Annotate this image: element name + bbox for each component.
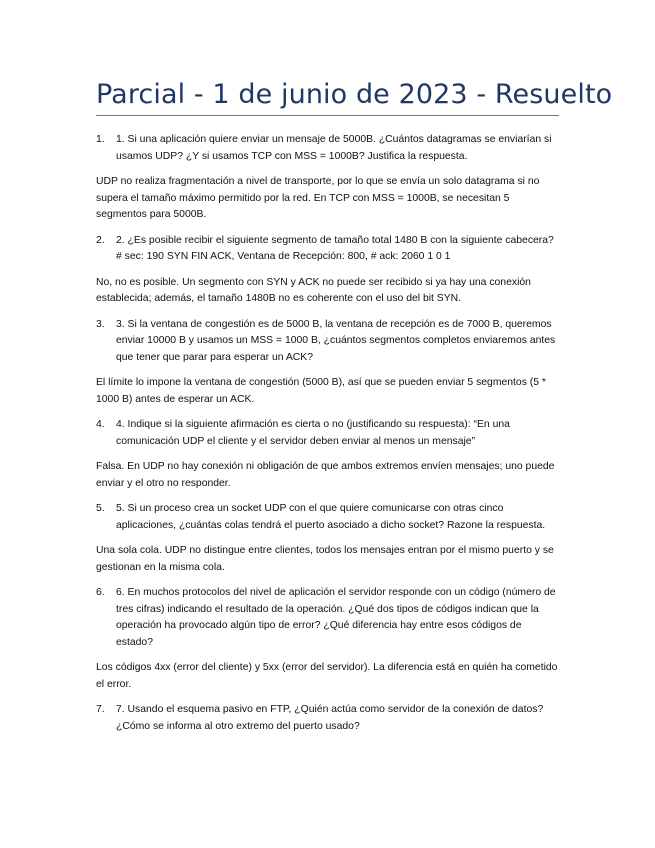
answer-3 <box>96 375 561 408</box>
question-text: 1. Si una aplicación quiere enviar un mensaje de 5000B. ¿Cuántos datagramas se enviarían si usamos UDP? ¿Y si usamos TCP con MSS = 1000B? Justifica la respuesta. <box>116 134 552 162</box>
list-number: 5. <box>96 503 105 514</box>
question-1 <box>96 132 561 165</box>
title-underline <box>96 115 559 116</box>
question-text: 6. En muchos protocolos del nivel de aplicación el servidor responde con un código (número de tres cifras) indicando el resultado de la operación. ¿Qué dos tipos de códigos indican que la operación ha provocado algún tipo de error? ¿Qué diferencia hay entre esos códigos de estado? <box>116 587 556 648</box>
list-number: 4. <box>96 419 105 430</box>
exam-content <box>96 132 561 744</box>
question-text: 2. ¿Es posible recibir el siguiente segmento de tamaño total 1480 B con la siguiente cabecera? # sec: 190 SYN FIN ACK, Ventana de Recepción: 800, # ack: 2060 1 0 1 <box>116 234 554 262</box>
answer-4 <box>96 459 561 492</box>
answer-1 <box>96 174 561 224</box>
document-title: Parcial - 1 de junio de 2023 - Resuelto <box>96 79 613 110</box>
answer-text: El límite lo impone la ventana de congestión (5000 B), así que se pueden enviar 5 segmentos (5 * 1000 B) antes de esperar un ACK. <box>96 377 546 405</box>
question-text: 3. Si la ventana de congestión es de 5000 B, la ventana de recepción es de 7000 B, queremos enviar 10000 B y usamos un MSS = 1000 B, ¿cuántos segmentos completos enviaremos antes que tener que parar para esperar un ACK? <box>116 318 556 363</box>
question-6 <box>96 585 561 651</box>
question-text: 5. Si un proceso crea un socket UDP con el que quiere comunicarse con otras cinco aplicaciones, ¿cuántas colas tendrá el puerto asociado a dicho socket? Razone la respuesta. <box>116 503 546 531</box>
answer-5 <box>96 543 561 576</box>
list-number: 2. <box>96 234 105 246</box>
answer-text: Una sola cola. UDP no distingue entre clientes, todos los mensajes entran por el mismo puerto y se gestionan en la misma cola. <box>96 545 554 573</box>
list-number: 1. <box>96 134 105 145</box>
question-2 <box>96 233 561 266</box>
question-text: 4. Indique si la siguiente afirmación es cierta o no (justificando su respuesta): “En una comunicación UDP el cliente y el servidor deben enviar al menos un mensaje” <box>116 419 510 447</box>
question-3 <box>96 317 561 367</box>
question-5 <box>96 501 561 534</box>
answer-text: No, no es posible. Un segmento con SYN y ACK no puede ser recibido si ya hay una conexión establecida; además, el tamaño 1480B no es coherente con el uso del bit SYN. <box>96 276 531 304</box>
question-7 <box>96 702 561 735</box>
question-text: 7. Usando el esquema pasivo en FTP, ¿Quién actúa como servidor de la conexión de datos? ¿Cómo se informa al otro extremo del puerto usado? <box>116 704 544 732</box>
answer-2 <box>96 275 561 308</box>
list-number: 3. <box>96 318 105 330</box>
answer-text: Falsa. En UDP no hay conexión ni obligación de que ambos extremos envíen mensajes; uno puede enviar y el otro no responder. <box>96 461 555 489</box>
list-number: 7. <box>96 704 105 715</box>
answer-text: Los códigos 4xx (error del cliente) y 5xx (error del servidor). La diferencia está en quién ha cometido el error. <box>96 662 558 690</box>
answer-6 <box>96 660 561 693</box>
answer-text: UDP no realiza fragmentación a nivel de transporte, por lo que se envía un solo datagrama si no supera el tamaño máximo permitido por la red. En TCP con MSS = 1000B, se necesitan 5 segmentos para 5000B. <box>96 176 540 220</box>
list-number: 6. <box>96 587 105 598</box>
question-4 <box>96 417 561 450</box>
